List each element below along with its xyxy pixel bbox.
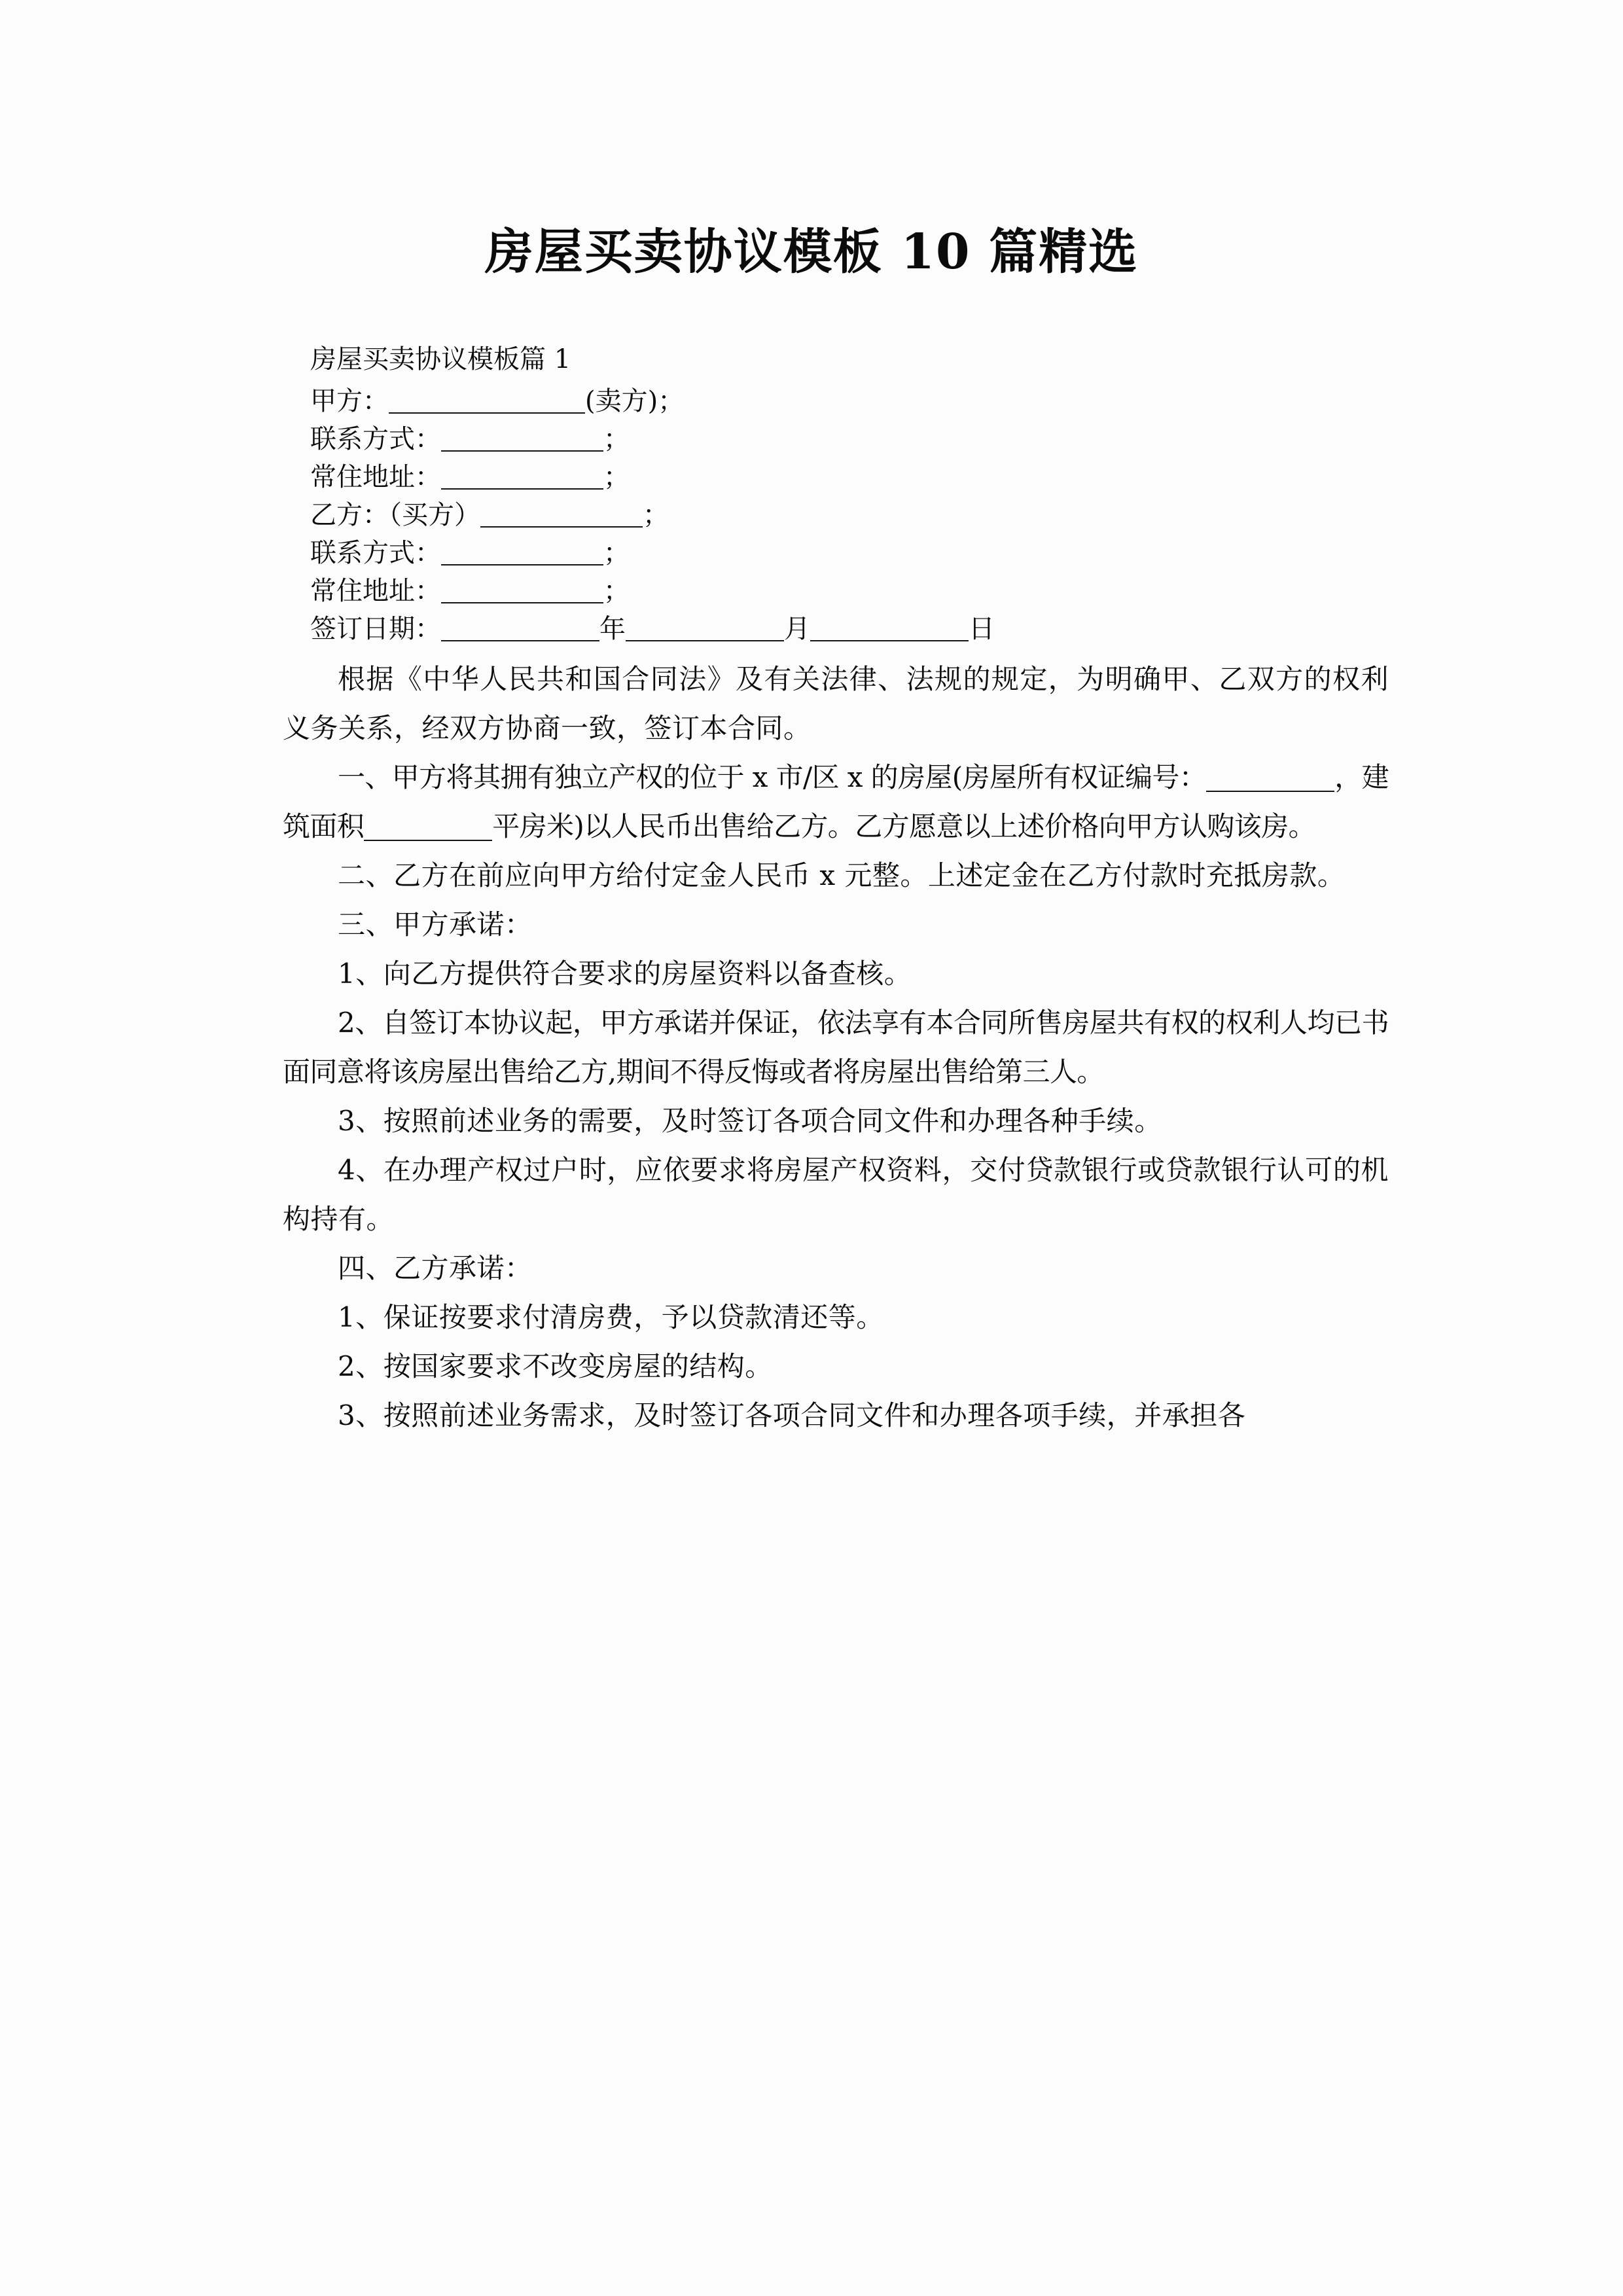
field-sign-date-day-blank[interactable] (810, 618, 969, 641)
field-sign-date-month-unit: 月 (784, 614, 810, 644)
field-party-b-address-suffix: ； (603, 576, 630, 606)
field-sign-date-year-unit: 年 (599, 614, 626, 644)
field-sign-date-day-unit: 日 (969, 614, 995, 644)
field-party-a-address-suffix: ； (603, 462, 630, 492)
page-bottom-mask (0, 2059, 1623, 2296)
paragraph-clause-three-heading: 三、甲方承诺： (338, 908, 533, 941)
field-party-a-contact-blank[interactable] (441, 428, 603, 452)
field-party-a-address-label: 常住地址： (310, 462, 441, 492)
clause-one-part3: 平房米)以人民币出售给乙方。乙方愿意以上述价格向甲方认购该房。 (492, 810, 1315, 842)
field-party-b-contact-suffix: ； (603, 538, 630, 568)
paragraph-clause-one (283, 753, 1389, 851)
field-sign-date-year-blank[interactable] (441, 618, 599, 641)
field-party-b-address (283, 572, 1389, 610)
field-party-a-address (283, 458, 1389, 496)
list-item-three-3: 3、按照前述业务的需要，及时签订各项合同文件和办理各种手续。 (338, 1105, 1162, 1137)
field-party-b-suffix: ； (643, 500, 669, 530)
list-item-three-1: 1、向乙方提供符合要求的房屋资料以备查核。 (338, 958, 912, 990)
paragraph-clause-two: 二、乙方在前应向甲方给付定金人民币 x 元整。上述定金在乙方付款时充抵房款。 (338, 859, 1346, 891)
field-party-b-blank[interactable] (480, 504, 643, 528)
field-party-a-address-blank[interactable] (441, 466, 603, 490)
field-party-a-contact-suffix: ； (603, 424, 630, 454)
list-item-four-3: 3、按照前述业务需求，及时签订各项合同文件和办理各项手续，并承担各 (338, 1399, 1246, 1431)
list-item-four-1: 1、保证按要求付清房费，予以贷款清还等。 (338, 1301, 884, 1333)
clause-one-part2: ，建筑面积 (283, 761, 1389, 842)
document-body (283, 340, 1389, 1440)
field-party-b-label: 乙方：（买方） (310, 500, 480, 530)
clause-one-part1: 一、甲方将其拥有独立产权的位于 x 市/区 x 的房屋(房屋所有权证编号： (338, 761, 1207, 793)
field-party-a-suffix: (卖方)； (585, 386, 685, 416)
field-party-a (283, 382, 1389, 420)
field-party-a-contact-label: 联系方式： (310, 424, 441, 454)
field-party-b-contact (283, 534, 1389, 572)
paragraph-clause-four-heading: 四、乙方承诺： (338, 1252, 533, 1284)
list-item-three-4: 4、在办理产权过户时，应依要求将房屋产权资料，交付贷款银行或贷款银行认可的机构持有。 (283, 1154, 1389, 1235)
field-party-b (283, 496, 1389, 534)
clause-one-cert-number-blank[interactable] (1206, 767, 1334, 792)
list-item-three-2: 2、自签订本协议起，甲方承诺并保证，依法享有本合同所售房屋共有权的权利人均已书面同意将该房屋出售给乙方,期间不得反悔或者将房屋出售给第三人。 (283, 1007, 1389, 1088)
field-party-b-address-blank[interactable] (441, 580, 603, 603)
section-heading: 房屋买卖协议模板篇 1 (310, 344, 571, 374)
clause-one-area-blank[interactable] (364, 816, 492, 841)
list-item-four-2: 2、按国家要求不改变房屋的结构。 (338, 1350, 773, 1382)
field-party-b-contact-label: 联系方式： (310, 538, 441, 568)
paragraph-preamble: 根据《中华人民共和国合同法》及有关法律、法规的规定，为明确甲、乙双方的权利义务关系，经双方协商一致，签订本合同。 (283, 663, 1389, 744)
field-sign-date-month-blank[interactable] (626, 618, 784, 641)
field-sign-date-label: 签订日期： (310, 614, 441, 644)
field-party-a-contact (283, 420, 1389, 458)
field-party-b-address-label: 常住地址： (310, 576, 441, 606)
page-title: 房屋买卖协议模板 10 篇精选 (484, 223, 1139, 280)
field-party-b-contact-blank[interactable] (441, 542, 603, 565)
field-party-a-label: 甲方： (310, 386, 389, 416)
spacer (283, 648, 1389, 655)
field-party-a-blank[interactable] (389, 390, 585, 414)
field-sign-date (283, 610, 1389, 648)
